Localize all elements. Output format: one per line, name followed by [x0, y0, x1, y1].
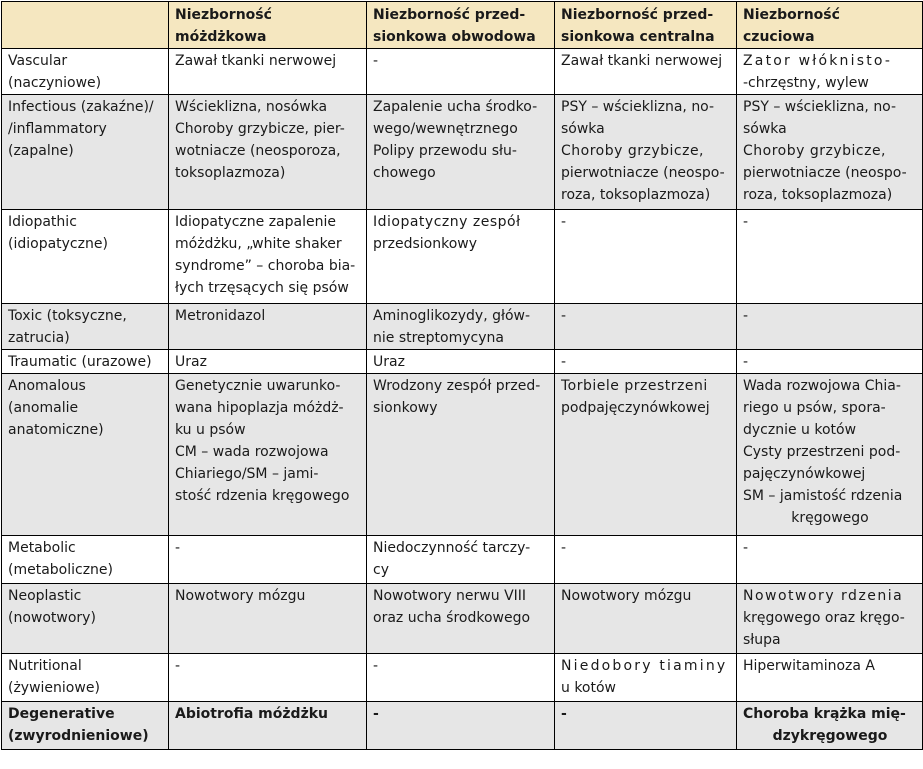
row-category-cell: Infectious (zakaźne)/ /inflammatory (zapalne): [2, 95, 169, 210]
cell-peripheral-vestibular: Idiopatyczny zespół przedsionkowy: [367, 210, 555, 304]
table-row-metabolic: [2, 536, 923, 584]
cell-sensory: PSY – wścieklizna, no- sówka Choroby grzybicze, pierwotniacze (neospo- roza, toksoplazmoza): [737, 95, 923, 210]
row-category-cell: Idiopathic (idiopatyczne): [2, 210, 169, 304]
cell-peripheral-vestibular: Niedoczynność tarczy- cy: [367, 536, 555, 584]
header-cerebellar-ataxia: Niezborność móżdżkowa: [169, 2, 367, 49]
row-category-cell: Nutritional (żywieniowe): [2, 654, 169, 702]
table-row-traumatic: [2, 350, 923, 374]
cell-sensory: -: [737, 304, 923, 350]
row-category-cell: Degenerative (zwyrodnieniowe): [2, 702, 169, 750]
cell-sensory: -: [737, 536, 923, 584]
cell-sensory: Hiperwitaminoza A: [737, 654, 923, 702]
table-row-neoplastic: [2, 584, 923, 654]
header-row: [2, 2, 923, 49]
row-category-cell: Toxic (toksyczne, zatrucia): [2, 304, 169, 350]
cell-central-vestibular: -: [555, 350, 737, 374]
table-row-idiopathic: [2, 210, 923, 304]
row-category-cell: Vascular (naczyniowe): [2, 49, 169, 95]
cell-peripheral-vestibular: Nowotwory nerwu VIII oraz ucha środkowego: [367, 584, 555, 654]
cell-sensory: Choroba krążka mię- dzykręgowego: [737, 702, 923, 750]
cell-cerebellar: Uraz: [169, 350, 367, 374]
header-sensory-ataxia: Niezborność czuciowa: [737, 2, 923, 49]
cell-cerebellar: -: [169, 536, 367, 584]
cell-sensory: Wada rozwojowa Chia- riego u psów, spora- dycznie u kotów Cysty przestrzeni pod- pajęczynówkowej SM – jamistość rdzenia kręgowego: [737, 374, 923, 536]
cell-central-vestibular: -: [555, 210, 737, 304]
header-central-vestibular-ataxia: Niezborność przed- sionkowa centralna: [555, 2, 737, 49]
table-row-toxic: [2, 304, 923, 350]
table-row-anomalous: [2, 374, 923, 536]
cell-cerebellar: Zawał tkanki nerwowej: [169, 49, 367, 95]
cell-cerebellar: Metronidazol: [169, 304, 367, 350]
cell-central-vestibular: PSY – wścieklizna, no- sówka Choroby grzybicze, pierwotniacze (neospo- roza, toksoplazmoza): [555, 95, 737, 210]
ataxia-table: [1, 1, 923, 750]
table-row-vascular: [2, 49, 923, 95]
table-row-nutritional: [2, 654, 923, 702]
cell-cerebellar: Wścieklizna, nosówka Choroby grzybicze, pier- wotniacze (neosporoza, toksoplazmoza): [169, 95, 367, 210]
cell-peripheral-vestibular: Aminoglikozydy, głów- nie streptomycyna: [367, 304, 555, 350]
cell-sensory: Zator włóknisto- -chrzęstny, wylew: [737, 49, 923, 95]
row-category-cell: Neoplastic (nowotwory): [2, 584, 169, 654]
table-row-infectious: [2, 95, 923, 210]
cell-peripheral-vestibular: -: [367, 49, 555, 95]
cell-sensory: -: [737, 350, 923, 374]
cell-central-vestibular: Zawał tkanki nerwowej: [555, 49, 737, 95]
header-peripheral-vestibular-ataxia: Niezborność przed- sionkowa obwodowa: [367, 2, 555, 49]
cell-cerebellar: Nowotwory mózgu: [169, 584, 367, 654]
cell-cerebellar: -: [169, 654, 367, 702]
cell-sensory: -: [737, 210, 923, 304]
table-row-degenerative: [2, 702, 923, 750]
cell-peripheral-vestibular: Wrodzony zespół przed- sionkowy: [367, 374, 555, 536]
cell-cerebellar: Genetycznie uwarunko- wana hipoplazja móżdż- ku u psów CM – wada rozwojowa Chiariego/SM – jami- stość rdzenia kręgowego: [169, 374, 367, 536]
cell-cerebellar: Idiopatyczne zapalenie móżdżku, „white shaker syndrome” – choroba bia- łych trzęsących się psów: [169, 210, 367, 304]
cell-cerebellar: Abiotrofia móżdżku: [169, 702, 367, 750]
row-category-cell: Anomalous (anomalie anatomiczne): [2, 374, 169, 536]
cell-central-vestibular: Torbiele przestrzeni podpajęczynówkowej: [555, 374, 737, 536]
cell-central-vestibular: Niedobory tiaminy u kotów: [555, 654, 737, 702]
cell-peripheral-vestibular: Zapalenie ucha środko- wego/wewnętrznego Polipy przewodu słu- chowego: [367, 95, 555, 210]
cell-central-vestibular: -: [555, 536, 737, 584]
cell-central-vestibular: -: [555, 702, 737, 750]
cell-peripheral-vestibular: Uraz: [367, 350, 555, 374]
cell-central-vestibular: -: [555, 304, 737, 350]
cell-peripheral-vestibular: -: [367, 654, 555, 702]
cell-sensory: Nowotwory rdzenia kręgowego oraz kręgo- słupa: [737, 584, 923, 654]
cell-central-vestibular: Nowotwory mózgu: [555, 584, 737, 654]
row-category-cell: Traumatic (urazowe): [2, 350, 169, 374]
cell-peripheral-vestibular: -: [367, 702, 555, 750]
header-corner-cell: [2, 2, 169, 49]
row-category-cell: Metabolic (metaboliczne): [2, 536, 169, 584]
